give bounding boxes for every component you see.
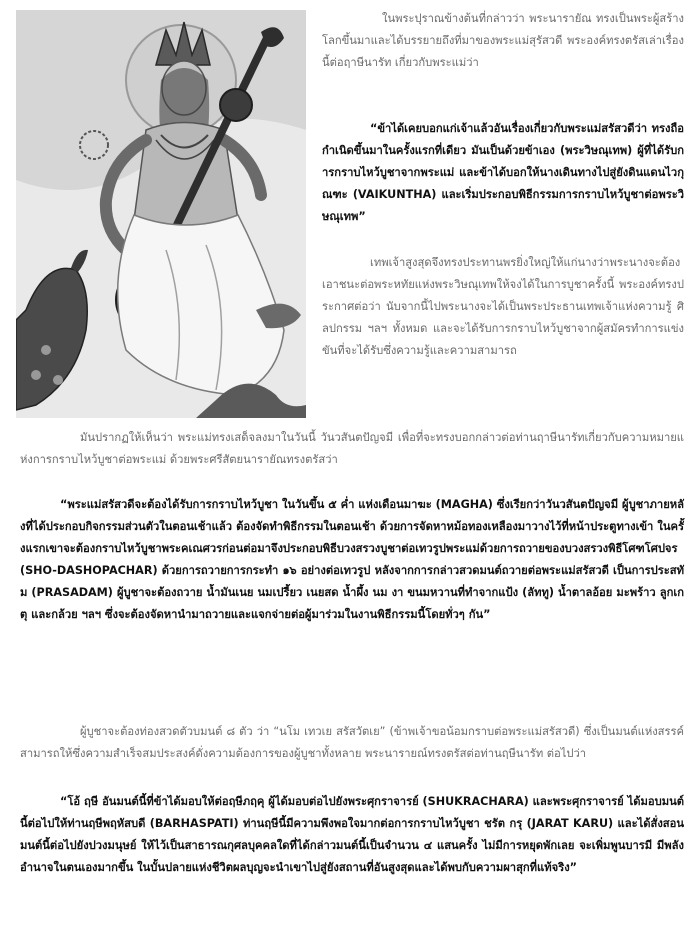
saraswati-figure-drawing bbox=[16, 10, 306, 418]
vishnu-quote-paragraph: “ข้าได้เคยบอกแก่เจ้าแล้วอันเรื่องเกี่ยวกับพระแม่สรัสวดีว่า ทรงถือกำเนิดขึ้นมาในครั้งแรกที่เดียว มันเป็นด้วยข้าเอง (พระวิษณุเทพ) ผู้ที่ได้รับการกราบไหว้บูชาจากพระแม่ และข้าได้บอกให้นางเดินทางไปสู่ยังดินแดนไวกุณฑะ (VAIKUNTHA) และเริ่มประกอบพิธีกรรมการกราบไหว้บูชาต่อพระวิษณุเทพ” bbox=[322, 122, 684, 223]
mantra-lineage-quote-paragraph: “โอ้ ฤษี อันมนต์นี้ที่ข้าได้มอบให้ต่อฤษีภฤคุ ผู้ได้มอบต่อไปยังพระศุกราจารย์ (SHUKRACHARA) และพระศุกราจารย์ ได้มอบมนต์นี้ต่อไปให้ท่านฤษีพฤหัสบดี (BARHASPATI) ท่านฤษีนี้มีความพึงพอใจมากต่อการกราบไหว้บูชา ชรัต กรุ (JARAT KARU) และได้สั่งสอนมนต์นี้ต่อไปยังปวงมนุษย์ ให้ไว้เป็นสาธารณกุศลบุคคลใดที่ได้กล่าวมนต์นี้เป็นจำนวน ๔ แสนครั้ง ไม่มีการหยุดพักเลย จะเพิ่มพูนบารมี มีพลังอำนาจในตนเองมากขึ้น ในบั้นปลายแห่งชีวิตผลบุญจะนำเขาไปสู่ยังสถานที่อันสูงสุดและได้พบกับความผาสุกที่แท้จริง” bbox=[20, 795, 684, 874]
vasant-panchami-paragraph: มันปรากฏให้เห็นว่า พระแม่ทรงเสด็จลงมาในวันนี้ วันวสันตปัญจมี เพื่อที่จะทรงบอกกล่าวต่อท่านฤาษีนารัทเกี่ยวกับความหมายแห่งการกราบไหว้บูชาต่อพระแม่ ด้วยพระศรีสัตยนารายัณทรงตรัสว่า bbox=[20, 431, 684, 466]
intro-paragraph: ในพระปุราณข้างต้นที่กล่าวว่า พระนารายัณ ทรงเป็นพระผู้สร้างโลกขึ้นมาและได้บรรยายถึงที่มาของพระแม่สุรัสวดี พระองค์ทรงตรัสเล่าเรื่องนี้ต่อฤาษีนารัท เกี่ยวกับพระแม่ว่า bbox=[322, 12, 684, 69]
blessing-paragraph: เทพเจ้าสูงสุดจึงทรงประทานพรยิ่งใหญ่ให้แก่นางว่าพระนางจะต้องเอาชนะต่อพระหทัยแห่งพระวิษณุเทพให้จงได้ในการบูชาครั้งนี้ พระองค์ทรงประกาศต่อว่า นับจากนี้ไปพระนางจะได้เป็นพระประธานเทพเจ้าแห่งความรู้ ศิลปกรรม ฯลฯ ทั้งหมด และจะได้รับการกราบไหว้บูชาจากผู้สมัครทำการแข่งขันที่จะได้รับซึ่งความรู้และความสามารถ bbox=[322, 256, 684, 357]
saraswati-illustration bbox=[16, 10, 306, 418]
mantra-paragraph: ผู้บูชาจะต้องท่องสวดตัวบมนต์ ๘ ตัว ว่า “นโม เทวเย สรัสวัตเย” (ข้าพเจ้าขอน้อมกราบต่อพระแม่สรัสวดี) ซึ่งเป็นมนต์แห่งสรรค์สามารถให้ซึ่งความสำเร็จสมประสงค์ดั่งความต้องการของผู้บูชาทั้งหลาย พระนารายณ์ทรงตรัสต่อท่านฤษีนารัท ต่อไปว่า bbox=[20, 725, 684, 760]
worship-ritual-quote-paragraph: “พระแม่สรัสวดีจะต้องได้รับการกราบไหว้บูชา ในวันขึ้น ๕ ค่ำ แห่งเดือนมาฆะ (MAGHA) ซึ่งเรียกว่าวันวสันตปัญจมี ผู้บูชาภายหลังที่ได้ประกอบกิจกรรมส่วนตัวในตอนเช้าแล้ว ต้องจัดทำพิธีกรรมในตอนเช้า ด้วยการจัดหาหม้อทองเหลืองมาวางไว้ที่หน้าประตูทางเข้า ในครั้งแรกเขาจะต้องกราบไหว้บูชาพระคเณศวรก่อนต่อมาจึงประกอบพิธีบวงสรวงบูชาต่อเทวรูปพระแม่ด้วยการถวายของบวงสรวงพิธีโศฑโศปจร (SHO-DASHOPACHAR) ด้วยการถวายการกระทำ ๑๖ อย่างต่อเทวรูป หลังจากการกล่าวสวดมนต์ถวายต่อพระแม่สรัสวดี เป็นการประสทัม (PRASADAM) ผู้บูชาจะต้องถวาย น้ำมันเนย นมเปรี้ยว เนยสด น้ำผึ้ง นม งา ขนมหวานที่ทำจากแป้ง (ลัททู) น้ำตาลอ้อย มะพร้าว ลูกเกตุ และกล้วย ฯลฯ ซึ่งจะต้องจัดหานำมาถวายและแจกจ่ายต่อผู้มาร่วมในงานพิธีกรรมนี้โดยทั่วๆ กัน” bbox=[20, 498, 684, 621]
